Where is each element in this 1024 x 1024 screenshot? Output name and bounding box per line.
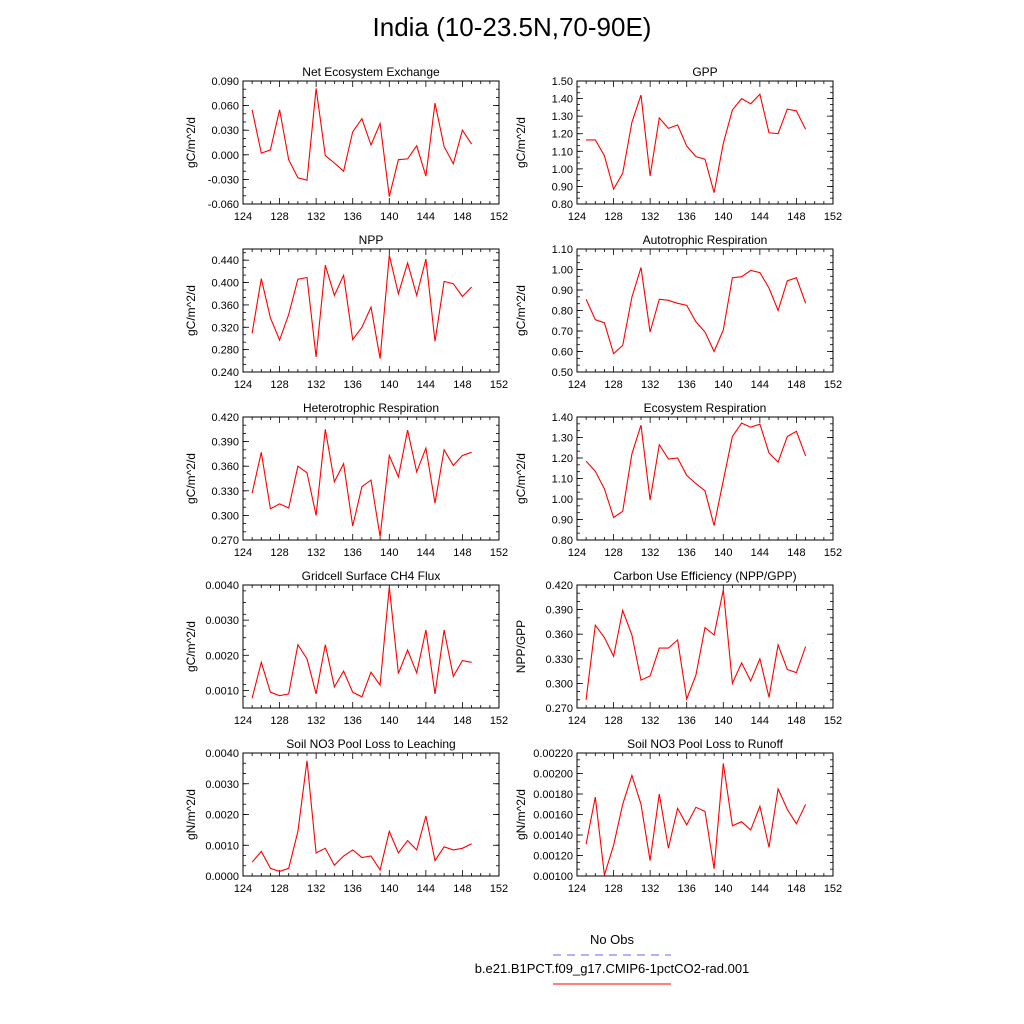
x-tick-label: 124	[567, 379, 587, 391]
y-tick-label: 0.0020	[205, 650, 239, 663]
x-tick-label: 128	[604, 715, 623, 727]
x-tick-label: 148	[453, 883, 472, 895]
x-tick-label: 136	[677, 211, 696, 223]
data-series-line	[586, 423, 806, 525]
y-tick-label: 1.00	[551, 264, 573, 277]
chart-title: Autotrophic Respiration	[642, 233, 768, 247]
x-tick-label: 140	[380, 883, 399, 895]
data-series-line	[252, 88, 472, 196]
plot-frame	[243, 585, 499, 708]
x-tick-label: 152	[823, 883, 843, 895]
x-tick-label: 148	[787, 715, 806, 727]
y-tick-label: 0.300	[545, 678, 573, 691]
x-tick-label: 124	[567, 715, 587, 727]
x-tick-label: 140	[714, 883, 733, 895]
y-tick-label: 0.270	[545, 703, 573, 715]
x-tick-label: 136	[677, 547, 696, 559]
plot-frame	[243, 81, 499, 204]
y-tick-label: 0.390	[545, 604, 573, 617]
y-axis-label: gC/m^2/d	[514, 117, 528, 168]
chart-title: Carbon Use Efficiency (NPP/GPP)	[613, 569, 797, 583]
x-tick-label: 144	[750, 883, 770, 895]
chart-title: Soil NO3 Pool Loss to Runoff	[627, 737, 783, 751]
data-series-line	[252, 255, 472, 358]
x-tick-label: 152	[489, 883, 509, 895]
x-tick-label: 152	[489, 379, 509, 391]
y-tick-label: 0.360	[211, 461, 239, 474]
x-tick-label: 148	[787, 379, 806, 391]
y-tick-label: 1.10	[551, 244, 573, 256]
chart-panel-8	[514, 569, 842, 727]
y-axis-label: gC/m^2/d	[184, 621, 198, 672]
x-tick-label: 152	[823, 211, 843, 223]
y-tick-label: 1.00	[551, 163, 573, 176]
y-tick-label: 0.00140	[533, 830, 573, 842]
y-tick-label: 1.30	[551, 432, 573, 445]
x-tick-label: 148	[453, 211, 472, 223]
x-tick-label: 144	[750, 379, 770, 391]
x-tick-label: 132	[640, 211, 660, 223]
chart-panel-1	[184, 65, 508, 223]
x-tick-label: 132	[306, 379, 326, 391]
x-tick-label: 152	[489, 211, 509, 223]
x-tick-label: 152	[489, 715, 509, 727]
x-tick-label: 148	[453, 547, 472, 559]
x-tick-label: 148	[453, 379, 472, 391]
y-tick-label: 1.20	[551, 453, 573, 465]
y-axis-label: gN/m^2/d	[514, 789, 528, 840]
x-tick-label: 144	[750, 547, 770, 559]
x-tick-label: 152	[489, 547, 509, 559]
y-tick-label: 1.10	[551, 146, 573, 159]
x-tick-label: 140	[714, 379, 733, 391]
x-tick-label: 128	[270, 379, 289, 391]
y-tick-label: 0.80	[551, 199, 573, 211]
chart-panel-5	[184, 401, 508, 559]
y-axis-label: gC/m^2/d	[184, 453, 198, 504]
y-tick-label: 0.60	[551, 346, 573, 359]
x-tick-label: 148	[787, 547, 806, 559]
x-tick-label: 140	[380, 715, 399, 727]
y-tick-label: 0.000	[211, 149, 239, 162]
y-tick-label: -0.060	[207, 199, 239, 211]
chart-title: Net Ecosystem Exchange	[302, 65, 440, 79]
chart-panel-7	[184, 569, 508, 727]
y-tick-label: 0.320	[211, 322, 239, 335]
plot-frame	[243, 249, 499, 372]
x-tick-label: 144	[750, 715, 770, 727]
x-tick-label: 124	[233, 547, 253, 559]
x-tick-label: 136	[343, 211, 362, 223]
chart-title: NPP	[358, 233, 384, 247]
x-tick-label: 124	[233, 715, 253, 727]
x-tick-label: 128	[270, 715, 289, 727]
y-tick-label: 0.00220	[533, 748, 573, 760]
y-tick-label: 0.400	[211, 277, 239, 290]
x-tick-label: 124	[233, 211, 253, 223]
y-axis-label: gC/m^2/d	[514, 285, 528, 336]
x-tick-label: 148	[787, 883, 806, 895]
y-axis-label: gC/m^2/d	[514, 453, 528, 504]
y-tick-label: 0.80	[551, 535, 573, 547]
chart-panel-10	[514, 737, 842, 895]
y-tick-label: 1.50	[551, 76, 573, 88]
x-tick-label: 128	[604, 211, 623, 223]
x-tick-label: 140	[714, 211, 733, 223]
x-tick-label: 140	[380, 379, 399, 391]
chart-title: GPP	[692, 65, 718, 79]
x-tick-label: 144	[416, 883, 436, 895]
y-tick-label: 0.50	[551, 367, 573, 379]
chart-panel-2	[514, 65, 842, 223]
y-tick-label: 0.280	[211, 344, 239, 357]
x-tick-label: 132	[640, 379, 660, 391]
y-tick-label: 0.0040	[205, 748, 239, 760]
x-tick-label: 128	[270, 883, 289, 895]
x-tick-label: 136	[343, 883, 362, 895]
y-tick-label: 0.390	[211, 436, 239, 449]
x-tick-label: 140	[714, 547, 733, 559]
x-tick-label: 132	[640, 883, 660, 895]
y-tick-label: 0.270	[211, 535, 239, 547]
plot-frame	[577, 417, 833, 540]
y-tick-label: 1.40	[551, 412, 573, 424]
y-tick-label: 0.440	[211, 255, 239, 268]
x-tick-label: 136	[343, 379, 362, 391]
x-tick-label: 132	[640, 715, 660, 727]
x-tick-label: 136	[677, 379, 696, 391]
x-tick-label: 132	[306, 715, 326, 727]
y-tick-label: 0.00160	[533, 809, 573, 822]
y-tick-label: 0.00200	[533, 768, 573, 781]
x-tick-label: 132	[640, 547, 660, 559]
x-tick-label: 136	[677, 883, 696, 895]
y-tick-label: 0.240	[211, 367, 239, 379]
y-tick-label: 1.30	[551, 111, 573, 124]
x-tick-label: 140	[380, 547, 399, 559]
y-tick-label: 0.0030	[205, 615, 239, 628]
y-tick-label: 0.030	[211, 125, 239, 138]
y-axis-label: NPP/GPP	[514, 619, 528, 674]
chart-panel-3	[184, 233, 508, 391]
x-tick-label: 148	[787, 211, 806, 223]
x-tick-label: 124	[233, 379, 253, 391]
x-tick-label: 144	[750, 211, 770, 223]
x-tick-label: 128	[604, 883, 623, 895]
x-tick-label: 136	[677, 715, 696, 727]
y-tick-label: 0.360	[545, 629, 573, 642]
y-tick-label: 0.330	[211, 485, 239, 498]
x-tick-label: 140	[380, 211, 399, 223]
data-series-line	[586, 268, 806, 354]
x-tick-label: 144	[416, 211, 436, 223]
x-tick-label: 124	[567, 547, 587, 559]
y-tick-label: 0.0010	[205, 685, 239, 698]
y-tick-label: 0.00100	[533, 871, 573, 883]
x-tick-label: 140	[714, 715, 733, 727]
chart-title: Soil NO3 Pool Loss to Leaching	[286, 737, 456, 751]
x-tick-label: 132	[306, 883, 326, 895]
x-tick-label: 144	[416, 547, 436, 559]
data-series-line	[252, 761, 472, 872]
y-tick-label: 0.90	[551, 285, 573, 297]
legend-label-no-obs: No Obs	[589, 932, 635, 947]
x-tick-label: 128	[604, 547, 623, 559]
x-tick-label: 144	[416, 715, 436, 727]
y-tick-label: 0.90	[551, 181, 573, 194]
y-axis-label: gN/m^2/d	[184, 789, 198, 840]
x-tick-label: 128	[270, 211, 289, 223]
y-axis-label: gC/m^2/d	[184, 117, 198, 168]
x-tick-label: 136	[343, 547, 362, 559]
x-tick-label: 152	[823, 379, 843, 391]
x-tick-label: 148	[453, 715, 472, 727]
y-tick-label: 0.80	[551, 305, 573, 318]
chart-title: Heterotrophic Respiration	[302, 401, 440, 415]
y-tick-label: 0.360	[211, 299, 239, 312]
y-axis-label: gC/m^2/d	[184, 285, 198, 336]
y-tick-label: 0.330	[545, 653, 573, 666]
plot-frame	[243, 753, 499, 876]
y-tick-label: 0.300	[211, 510, 239, 523]
data-series-line	[252, 587, 472, 698]
data-series-line	[586, 590, 806, 700]
chart-title: Gridcell Surface CH4 Flux	[301, 569, 441, 583]
y-tick-label: 0.0000	[205, 871, 239, 883]
chart-panel-4	[514, 233, 842, 391]
x-tick-label: 124	[567, 211, 587, 223]
x-tick-label: 136	[343, 715, 362, 727]
data-series-line	[586, 763, 806, 875]
y-tick-label: 1.00	[551, 494, 573, 506]
page-title: India (10-23.5N,70-90E)	[372, 12, 652, 42]
plot-frame	[243, 417, 499, 540]
x-tick-label: 144	[416, 379, 436, 391]
y-tick-label: 1.40	[551, 93, 573, 106]
y-tick-label: -0.030	[207, 174, 239, 187]
data-series-line	[252, 429, 472, 536]
x-tick-label: 128	[270, 547, 289, 559]
y-tick-label: 0.0020	[205, 809, 239, 822]
y-tick-label: 1.10	[551, 473, 573, 486]
x-tick-label: 124	[567, 883, 587, 895]
y-tick-label: 0.420	[545, 580, 573, 592]
chart-title: Ecosystem Respiration	[643, 401, 767, 415]
x-tick-label: 128	[604, 379, 623, 391]
legend-label-model-run: b.e21.B1PCT.f09_g17.CMIP6-1pctCO2-rad.001	[474, 961, 750, 976]
x-tick-label: 132	[306, 547, 326, 559]
x-tick-label: 152	[823, 547, 843, 559]
y-tick-label: 0.060	[211, 100, 239, 113]
y-tick-label: 0.0030	[205, 778, 239, 791]
y-tick-label: 0.90	[551, 514, 573, 527]
y-tick-label: 0.090	[211, 76, 239, 88]
y-tick-label: 0.00180	[533, 789, 573, 801]
y-tick-label: 0.70	[551, 326, 573, 338]
chart-panel-6	[514, 401, 842, 559]
data-series-line	[586, 94, 806, 192]
y-tick-label: 0.00120	[533, 850, 573, 863]
y-tick-label: 0.0010	[205, 840, 239, 853]
x-tick-label: 132	[306, 211, 326, 223]
chart-panel-9	[184, 737, 508, 895]
y-tick-label: 1.20	[551, 128, 573, 141]
x-tick-label: 124	[233, 883, 253, 895]
plot-frame	[577, 249, 833, 372]
y-tick-label: 0.0040	[205, 580, 239, 592]
y-tick-label: 0.420	[211, 412, 239, 424]
x-tick-label: 152	[823, 715, 843, 727]
